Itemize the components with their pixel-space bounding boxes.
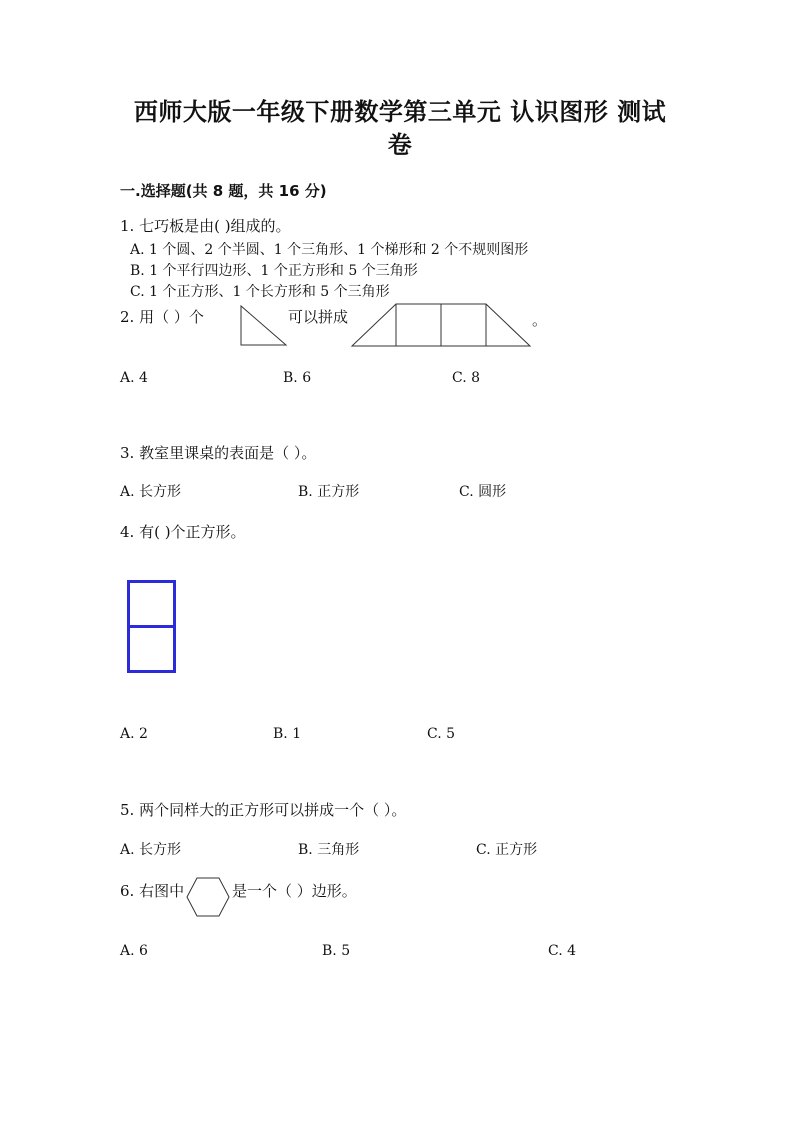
right-triangle-figure (240, 305, 290, 350)
q6-option-b[interactable]: B. 5 (322, 943, 351, 959)
q2-option-c[interactable]: C. 8 (452, 370, 481, 386)
q3-stem: 3. 教室里课桌的表面是（ ）。 (120, 444, 317, 462)
title-line-1: 西师大版一年级下册数学第三单元 认识图形 测试 (133, 98, 667, 126)
q3-option-b[interactable]: B. 正方形 (298, 484, 360, 500)
q5-stem: 5. 两个同样大的正方形可以拼成一个（ ）。 (120, 801, 407, 819)
q5-option-b[interactable]: B. 三角形 (298, 842, 360, 858)
stacked-squares-figure (127, 580, 177, 675)
q6-stem-part-1: 6. 右图中 (120, 882, 185, 900)
hexagon-figure (186, 877, 232, 919)
q4-stem: 4. 有( )个正方形。 (120, 523, 246, 541)
q3-option-c[interactable]: C. 圆形 (459, 484, 507, 500)
q4-option-c[interactable]: C. 5 (427, 726, 456, 742)
q4-option-b[interactable]: B. 1 (273, 726, 302, 742)
page-title (100, 96, 700, 162)
q5-option-c[interactable]: C. 正方形 (476, 842, 538, 858)
q2-stem-part-1: 2. 用（ ）个 (120, 308, 204, 326)
q6-stem-part-2: 是一个（ ）边形。 (232, 882, 357, 900)
q6-option-a[interactable]: A. 6 (120, 943, 148, 959)
title-line-2: 卷 (387, 131, 413, 159)
q4-option-a[interactable]: A. 2 (120, 726, 148, 742)
q2-option-b[interactable]: B. 6 (283, 370, 312, 386)
q3-option-a[interactable]: A. 长方形 (120, 484, 182, 500)
q2-stem-part-2: 可以拼成 (288, 308, 349, 326)
q1-option-c[interactable]: C. 1 个正方形、1 个长方形和 5 个三角形 (130, 284, 390, 300)
section-heading: 一.选择题(共 8 题，共 16 分) (120, 182, 327, 200)
q6-option-c[interactable]: C. 4 (548, 943, 577, 959)
q2-stem-part-3: 。 (532, 311, 548, 329)
q5-option-a[interactable]: A. 长方形 (120, 842, 182, 858)
q1-stem: 1. 七巧板是由( )组成的。 (120, 217, 291, 235)
q1-option-a[interactable]: A. 1 个圆、2 个半圆、1 个三角形、1 个梯形和 2 个不规则图形 (130, 242, 529, 258)
q2-option-a[interactable]: A. 4 (120, 370, 148, 386)
q1-option-b[interactable]: B. 1 个平行四边形、1 个正方形和 5 个三角形 (130, 263, 418, 279)
trapezoid-figure (350, 303, 535, 348)
